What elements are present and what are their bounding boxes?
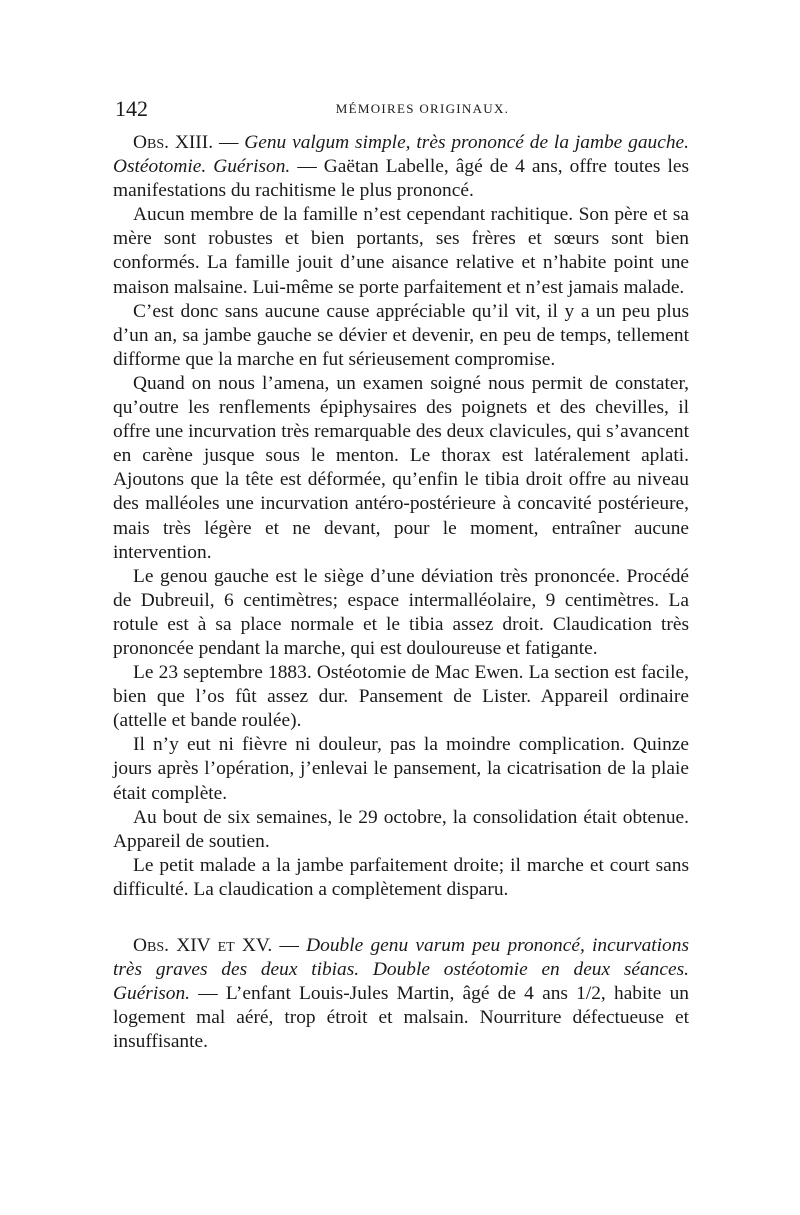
running-title: MÉMOIRES ORIGINAUX. [335, 101, 510, 116]
obs13-paragraph: C’est donc sans aucune cause appréciable qu’il vit, il y a un peu plus d’un an, sa jambe gauche se dévier et devenir, en peu de temps, tellement difforme que la marche en fut sérieusement compromise. [113, 300, 689, 370]
obs14-dash: — [272, 935, 307, 956]
page-header [115, 97, 690, 121]
obs13-heading-paragraph [113, 131, 689, 203]
obs13-label: Obs. XIII. [133, 132, 214, 153]
body-text [113, 131, 689, 1054]
obs14-heading-paragraph [113, 934, 689, 1054]
obs13-dash: — [213, 132, 245, 153]
obs13-paragraph: Il n’y eut ni fièvre ni douleur, pas la moindre complication. Quinze jours après l’opération, j’enlevai le pansement, la cicatrisation de la plaie était complète. [113, 734, 689, 804]
obs13-paragraph: Le petit malade a la jambe parfaitement droite; il marche et court sans difficulté. La claudication a complètement disparu. [113, 854, 689, 900]
section-gap [113, 902, 689, 934]
obs13-paragraph: Au bout de six semaines, le 29 octobre, la consolidation était obtenue. Appareil de soutien. [113, 806, 689, 852]
obs13-paragraph: Le 23 septembre 1883. Ostéotomie de Mac Ewen. La section est facile, bien que l’os fût assez dur. Pansement de Lister. Appareil ordinaire (attelle et bande roulée). [113, 662, 689, 732]
obs13-paragraph: Le genou gauche est le siège d’une déviation très prononcée. Procédé de Dubreuil, 6 centimètres; espace intermalléolaire, 9 centimètres. La rotule est à sa place normale et le tibia assez droit. Claudication très prononcée pendant la marche, qui est douloureuse et fatigante. [113, 565, 689, 659]
obs13-paragraph: Quand on nous l’amena, un examen soigné nous permit de constater, qu’outre les renflements épiphysaires des poignets et des chevilles, il offre une incurvation très remarquable des deux clavicules, qui s’avancent en carène jusque sous le menton. Le thorax est latéralement aplati. Ajoutons que la tête est déformée, qu’enfin le tibia droit offre au niveau des malléoles une incurvation antéro-postérieure à concavité postérieure, mais très légère et ne devant, pour le moment, entraîner aucune intervention. [113, 372, 689, 563]
obs14-title: Double genu varum peu prononcé, incurvations très graves des deux tibias. Double ostéotomie en deux séances. Guérison. [113, 935, 689, 1005]
obs13-paragraph: Aucun membre de la famille n’est cependant rachitique. Son père et sa mère sont robustes et bien portants, ses frères et sœurs sont bien conformés. La famille jouit d’une aisance relative et n’habite point une maison malsaine. Lui-même se porte parfaitement et n’est jamais malade. [113, 204, 689, 298]
page-number: 142 [115, 96, 148, 121]
obs13-title: Genu valgum simple, très prononcé de la jambe gauche. Ostéotomie. Guérison. [113, 132, 689, 178]
obs14-intro: — L’enfant Louis-Jules Martin, âgé de 4 ans 1/2, habite un logement mal aéré, trop étroit et malsain. Nourriture défectueuse et insuffisante. [113, 983, 689, 1053]
obs13-intro: — Gaëtan Labelle, âgé de 4 ans, offre toutes les manifestations du rachitisme le plus prononcé. [113, 156, 689, 202]
obs14-label: Obs. XIV et XV. [133, 935, 273, 956]
